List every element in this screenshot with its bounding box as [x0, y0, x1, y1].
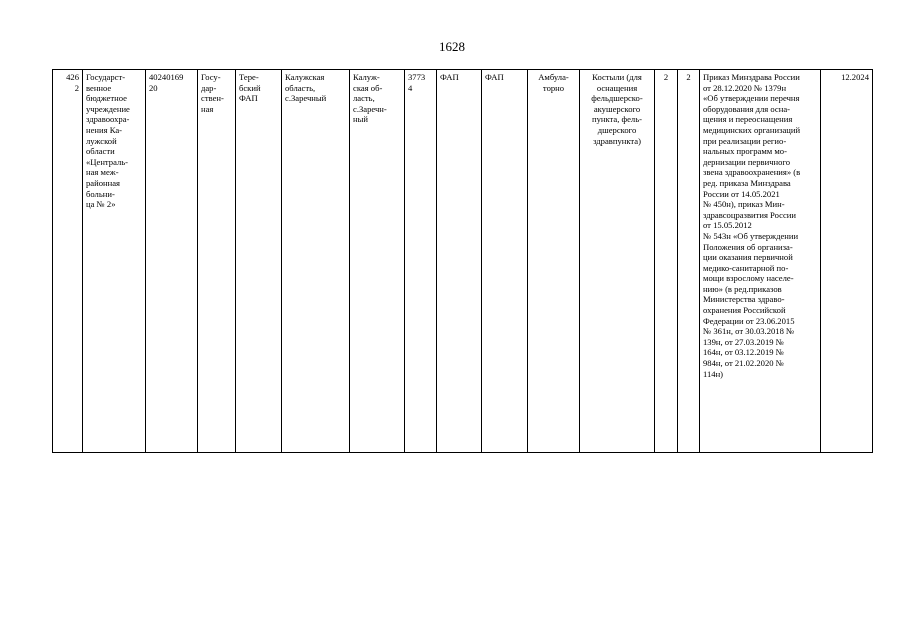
- cell-text-line: ца № 2»: [86, 199, 116, 210]
- cell-text-line: «Централь-: [86, 156, 129, 167]
- cell-institution-name: [83, 70, 146, 453]
- cell-text-line: 164н, от 03.12.2019 №: [703, 347, 784, 358]
- cell-text-line: 40240169: [149, 72, 184, 82]
- cell-text-line: охранения Российской: [703, 305, 786, 316]
- cell-unit-type-2: [482, 70, 528, 453]
- cell-text-line: ствен-: [201, 93, 224, 104]
- cell-text-line: от 28.12.2020 № 1379н: [703, 82, 787, 93]
- cell-text-line: бюджетное: [86, 93, 127, 104]
- cell-quantity-1: [655, 70, 678, 453]
- cell-inn: [146, 70, 198, 453]
- cell-text-line: Государст-: [86, 72, 126, 82]
- cell-text-line: ная: [201, 103, 214, 114]
- cell-text-line: здравсоцразвития России: [703, 209, 796, 220]
- cell-text-line: 12.2024: [841, 72, 869, 82]
- cell-text-line: пункта, фель-: [592, 114, 642, 125]
- cell-equipment: [580, 70, 655, 453]
- cell-unit-name: [236, 70, 282, 453]
- cell-text-line: нения Ка-: [86, 124, 123, 135]
- cell-text-line: фельдшерско-: [591, 93, 643, 104]
- cell-text-line: бский: [239, 82, 261, 93]
- cell-text-line: лужской: [86, 135, 117, 146]
- cell-text-line: дернизации первичного: [703, 156, 791, 167]
- cell-text-line: венное: [86, 82, 112, 93]
- cell-text-line: здравпункта): [593, 135, 641, 146]
- cell-text-line: оснащения: [596, 82, 638, 93]
- cell-text-line: ФАП: [440, 72, 459, 82]
- cell-row-number: [53, 70, 83, 453]
- cell-text-line: торно: [542, 82, 565, 93]
- cell-text-line: ред. приказа Минздрава: [703, 177, 791, 188]
- cell-text-line: Министерства здраво-: [703, 294, 785, 305]
- cell-text-line: здравоохра-: [86, 114, 130, 125]
- cell-text-line: 2: [663, 72, 669, 82]
- cell-text-line: Калуж-: [353, 72, 380, 82]
- cell-text-line: Тере-: [239, 72, 259, 82]
- cell-text-line: мощи взрослому населе-: [703, 273, 794, 284]
- cell-text-line: дар-: [201, 82, 217, 93]
- cell-text-line: «Об утверждении перечня: [703, 93, 800, 104]
- cell-text-line: России от 14.05.2021: [703, 188, 780, 199]
- cell-text-line: 20: [149, 82, 158, 93]
- cell-text-line: районная: [86, 177, 120, 188]
- cell-text-line: при реализации регио-: [703, 135, 787, 146]
- cell-text-line: 2: [686, 72, 691, 82]
- cell-address: [282, 70, 350, 453]
- cell-legal-basis: [700, 70, 821, 453]
- cell-text-line: с.Заречн-: [353, 103, 387, 114]
- cell-text-line: звена здравоохранения» (в: [703, 167, 801, 178]
- cell-text-line: ный: [353, 114, 368, 125]
- cell-text-line: акушерского: [593, 103, 641, 114]
- cell-text-line: ции оказания первичной: [703, 252, 793, 263]
- cell-text-line: больни-: [86, 188, 115, 199]
- cell-unit-type: [437, 70, 482, 453]
- cell-text-line: дшерского: [597, 124, 637, 135]
- cell-text-line: Федерации от 23.06.2015: [703, 315, 795, 326]
- page-number: 1628: [439, 39, 465, 54]
- cell-text-line: 114н): [703, 368, 724, 379]
- cell-text-line: 2: [74, 82, 79, 93]
- table-row: [53, 70, 873, 453]
- cell-text-line: ласть,: [353, 93, 375, 104]
- cell-text-line: область,: [285, 82, 316, 93]
- cell-text-line: оборудования для осна-: [703, 103, 790, 114]
- cell-text-line: 139н, от 27.03.2019 №: [703, 336, 784, 347]
- cell-code: [405, 70, 437, 453]
- cell-ownership-form: [198, 70, 236, 453]
- cell-text-line: медицинских организаций: [703, 124, 801, 135]
- cell-location: [350, 70, 405, 453]
- cell-text-line: Госу-: [201, 72, 221, 82]
- cell-text-line: ская об-: [353, 82, 383, 93]
- cell-text-line: ФАП: [239, 93, 258, 104]
- cell-text-line: № 543н «Об утверждении: [703, 230, 799, 241]
- cell-text-line: от 15.05.2012: [703, 220, 752, 231]
- cell-text-line: ная меж-: [86, 167, 119, 178]
- cell-text-line: Калужская: [285, 72, 325, 82]
- cell-text-line: Приказ Минздрава России: [703, 72, 800, 82]
- cell-text-line: нию» (в ред.приказов: [703, 283, 782, 294]
- cell-text-line: № 450н), приказ Мин-: [703, 199, 785, 210]
- cell-text-line: 984н, от 21.02.2020 №: [703, 358, 784, 369]
- registry-table: [52, 69, 873, 453]
- cell-text-line: 426: [66, 72, 79, 82]
- cell-text-line: медико-санитарной по-: [703, 262, 789, 273]
- cell-date: [821, 70, 873, 453]
- cell-text-line: Костыли (для: [592, 72, 642, 82]
- cell-text-line: учреждение: [86, 103, 130, 114]
- cell-text-line: № 361н, от 30.03.2018 №: [703, 326, 795, 337]
- cell-text-line: щения и переоснащения: [703, 114, 793, 125]
- cell-text-line: с.Заречный: [285, 93, 327, 104]
- cell-text-line: 3773: [408, 72, 426, 82]
- cell-quantity-2: [678, 70, 700, 453]
- cell-text-line: ФАП: [485, 72, 504, 82]
- cell-care-conditions: [528, 70, 580, 453]
- cell-text-line: области: [86, 146, 115, 157]
- cell-text-line: Положения об организа-: [703, 241, 793, 252]
- cell-text-line: 4: [408, 82, 413, 93]
- cell-text-line: Амбула-: [538, 72, 569, 82]
- cell-text-line: нальных программ мо-: [703, 146, 787, 157]
